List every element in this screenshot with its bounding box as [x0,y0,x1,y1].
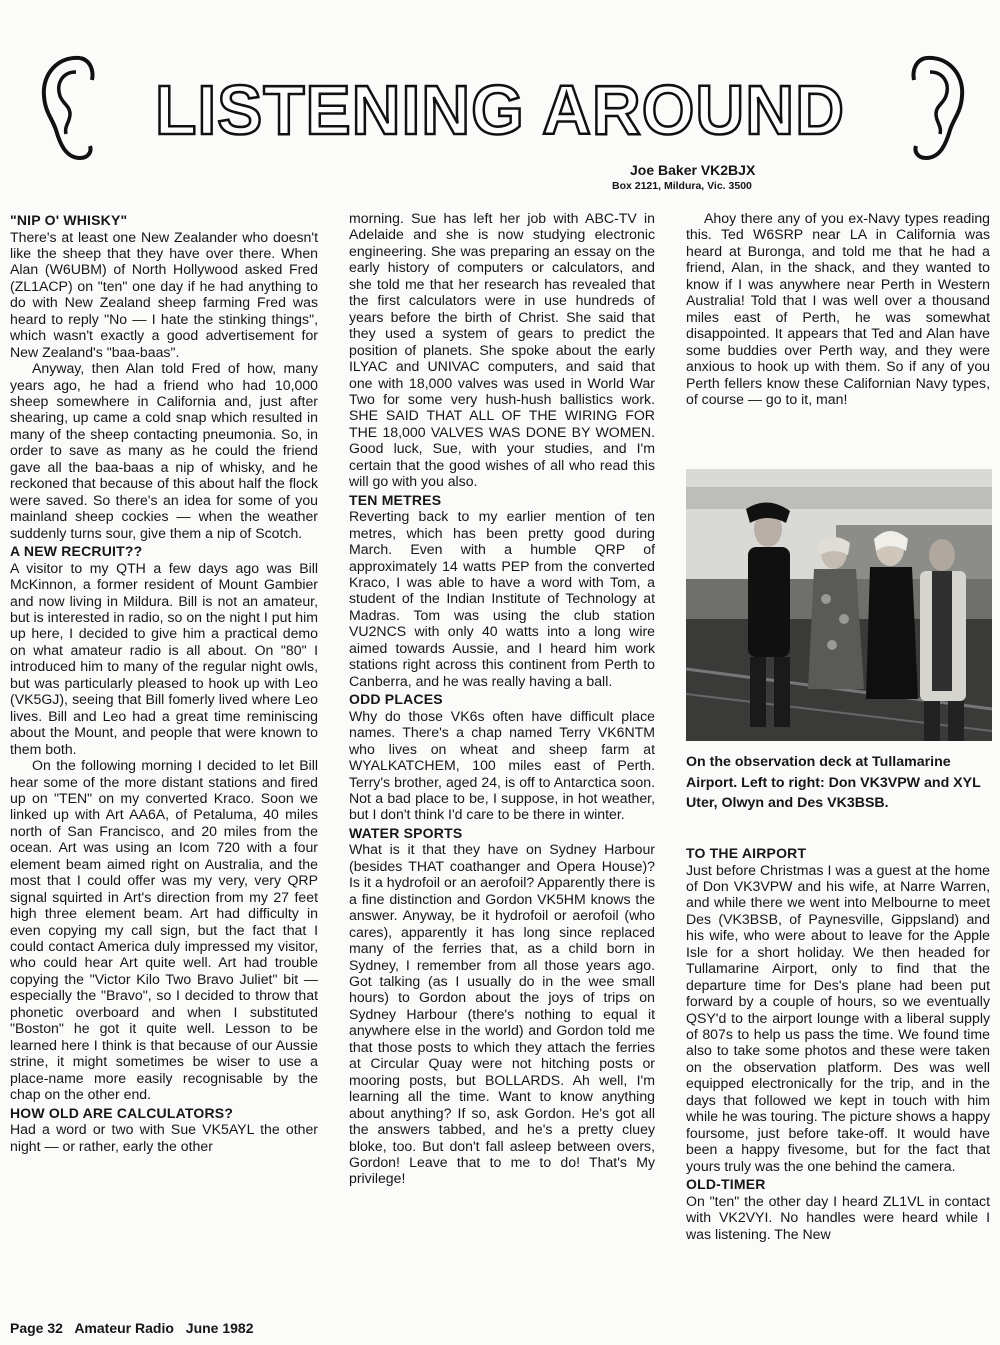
author-address: Box 2121, Mildura, Vic. 3500 [612,180,752,192]
heading-nip-o-whisky: "NIP O' WHISKY" [10,212,128,228]
heading-old-timer: OLD-TIMER [686,1176,766,1193]
page-title: LISTENING AROUND [155,72,845,149]
heading-water-sports: WATER SPORTS [349,824,463,841]
column-1 [10,210,318,1154]
page-number: Page 32 [10,1320,63,1336]
paragraph: Ahoy there any of you ex-Navy types reading this. Ted W6SRP near LA in California was heard at Buronga, and told me that he had a friend, Alan, in the shack, and they wanted to know if I was anywhere near Perth in Western Australia! Told that I was well over a thousand miles east of Perth, he was somewhat disappointed. It appears that Ted and Alan have some buddies over Perth way, and they were anxious to hook up with them. So if any of you Perth fellers know these Californian Navy types, of course — go to it, man! [686,210,990,407]
heading-odd-places: ODD PLACES [349,691,443,708]
photo-caption: On the observation deck at Tullamarine Airport. Left to right: Don VK3VPW and XYL Uter, Olwyn and Des VK3BSB. [686,754,981,811]
photo-observation-deck [686,469,992,741]
paragraph: There's at least one New Zealander who doesn't like the sheep that they have over there. When Alan (W6UBM) of North Hollywood asked Fred (ZL1ACP) on "ten" one day if he had anything to do with New Zealand sheep farming Fred was heard to reply "No — I hate the stinking things", which wasn't exactly a good advertisement for New Zealand's "baa-baas". [10,228,318,360]
paragraph: On the following morning I decided to let Bill hear some of the more distant stations and fired up on "TEN" on my converted Kraco. Soon we linked up with Art AA6A, of Petaluma, 40 miles north of San Francisco, and 20 miles from the ocean. Art was using an Icom 720 with a four element beam aimed right on Australia, and the most that I could offer was my very, very QRP signal squirted in Art's direction from my 27 feet high three element beam. Art had difficulty in even copying my call sign, but the fact that I could contact America duly impressed my visitor, who could hear Art quite well. Art had trouble copying the "Victor Kilo Two Bravo Juliet" bit — especially the "Bravo", so I decided to throw that phonetic overboard and when I substituted "Boston" he got it quite well. Lesson to be learned here I think is that because of our Aussie strine, it might sometimes be wiser to use a place-name more easily recognisable by the chap on the other end. [10,757,318,1103]
masthead [0,0,1000,205]
paragraph: On "ten" the other day I heard ZL1VL in contact with VK2VYI. No handles were heard while I was listening. The New [686,1192,990,1242]
paragraph: morning. Sue has left her job with ABC-TV in Adelaide and she is now studying electronic engineering. She was preparing an essay on the early history of computers or calculators, and she told me that her research has revealed that the first calculators were in use hundreds of years before the birth of Christ. She said that they used a system of gears to predict the position of planets. She spoke about the early ILYAC and UNIVAC computers, and said that one with 18,000 valves was used in World War Two for some very hush-hush ballistics work. SHE SAID THAT ALL OF THE WIRING FOR THE 18,000 VALVES WAS DONE BY WOMEN. Good luck, Sue, with your studies, and I'm certain that the good wishes of all who read this will go with you also. [349,210,655,490]
paragraph: Just before Christmas I was a guest at the home of Don VK3VPW and his wife, at Narre Warren, and while there we went into Melbourne to meet Des (VK3BSB, of Paynesville, Gippsland) and his wife, who were about to leave for the Apple Isle for a short holiday. We then headed for Tullamarine Airport, only to find that the departure time for Des's plane had been put forward by a couple of hours, so we eventually QSY'd to the airport lounge with a liberal supply of 807s to help us pass the time. We found time also to take some photos and these were taken on the observation platform. Des was well equipped electronically for the trip, and in the days that followed we kept in touch with him while he was touring. The picture shows a happy foursome, just before take-off. It would have been a happy fivesome, but for the fact that yours truly was the one behind the camera. [686,861,990,1174]
paragraph: Anyway, then Alan told Fred of how, many years ago, he had a friend who had 10,000 sheep somewhere in California and, just after shearing, up came a cold snap which resulted in many of the sheep contacting pneumonia. So, in order to save as many as he could the friend gave all the baa-baas a nip of whisky, and he reckoned that because of this about half the flock were saved. So there's an idea for some of you mainland sheep cockies — when the weather suddenly turns sour, give them a nip of Scotch. [10,360,318,541]
paragraph: Reverting back to my earlier mention of ten metres, which has been pretty good during March. Even with a humble QRP of approximately 14 watts PEP from the converted Kraco, I was able to have a word with Tom, a student of the Indian Institute of Technology at Madras. Tom was using the club station VU2NCS with only 40 watts into a long wire aimed towards Aussie, and I heard him work stations right across this continent from Perth to Canberra, and he was really having a ball. [349,508,655,689]
byline [612,162,812,192]
heading-new-recruit: A NEW RECRUIT?? [10,543,143,560]
issue-date: June 1982 [185,1320,254,1336]
heading-calculators: HOW OLD ARE CALCULATORS? [10,1104,234,1121]
heading-ten-metres: TEN METRES [349,491,442,508]
photo-image [686,469,992,741]
title-banner [150,72,850,152]
paragraph: What is it that they have on Sydney Harbour (besides THAT coathanger and Opera House)? Is it a hydrofoil or an aerofoil? Apparently there is a fine distinction and Gordon VK5HM knows the answer. Anyway, be it hydrofoil or aerofoil (who cares), apparently it has long since replaced many of the ferries that, as a child born in Sydney, I remember from all those years ago. Got talking (as I usually do in the wee small hours) to Gordon about the joys of trips on Sydney Harbour (there's nothing to equal it anywhere else in the world) and Gordon told me that those posts to which they attach the ferries at Circular Quay were not hitching posts or mooring posts, but BOLLARDS. Ah well, I'm learning all the time. Want to know anything about anything? If so, ask Gordon. He's got all the answers tabbed, and he's a pretty cluey bloke, too. But don't fall asleep between overs, Gordon! Leave that to me to do! That's My privilege! [349,841,655,1187]
paragraph: Had a word or two with Sue VK5AYL the other night — or rather, early the other [10,1121,318,1154]
author-name: Joe Baker VK2BJX [630,162,756,178]
heading-to-the-airport: TO THE AIRPORT [686,845,807,861]
column-3-bottom [686,843,990,1242]
column-2 [349,210,655,1187]
paragraph: Why do those VK6s often have difficult place names. There's a chap named Terry VK6NTM who lives on wheat and sheep farm at WYALKATCHEM, 100 miles east of Perth. Terry's brother, aged 24, is off to Antarctica soon. Not a bad place to be, I suppose, in hot weather, but I don't think I'd care to be there in winter. [349,707,655,823]
column-3-top [686,210,990,407]
page-footer [10,1320,262,1336]
magazine-name: Amateur Radio [74,1320,174,1336]
right-ear-icon [908,52,970,164]
paragraph: A visitor to my QTH a few days ago was Bill McKinnon, a former resident of Mount Gambier and now living in Mildura. Bill is not an amateur, but is interested in radio, so on the night I put him up here, I decided to give him a practical demo on what amateur radio is all about. On "80" I introduced him to many of the regular night owls, but was particularly pleased to hook up with Leo (VK5GJ), seeing that Bill fomerly lived where Leo lives. Bill and Leo had a great time reminiscing about the Mount, and people that were known to them both. [10,559,318,757]
left-ear-icon [36,52,98,164]
